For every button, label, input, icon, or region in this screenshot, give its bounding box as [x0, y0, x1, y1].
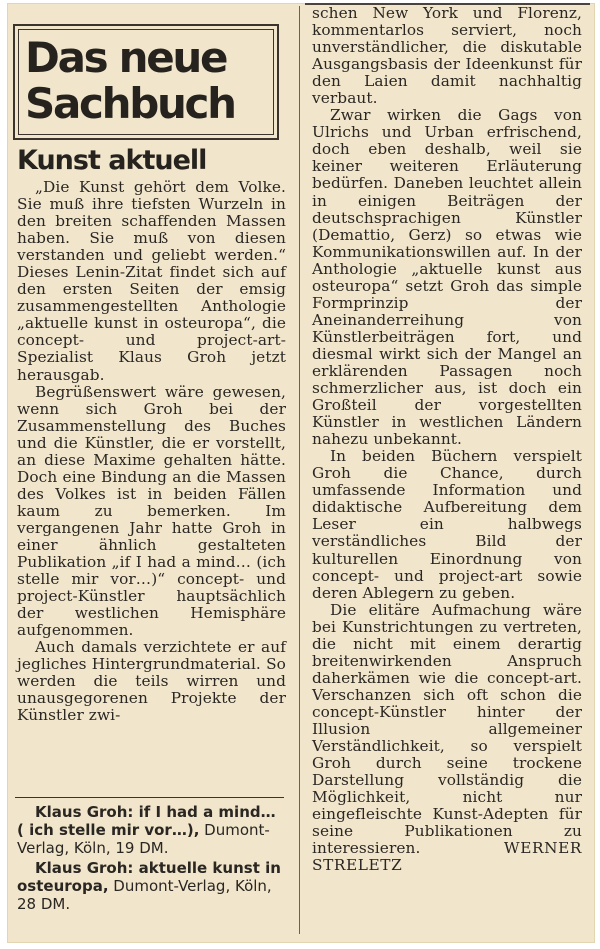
paragraph: Begrüßenswert wäre gewesen, wenn sich Groh bei der Zusammenstellung des Buches und die Künstler, die er vorstellt, an diese Maxime gehalten hätte. Doch eine Bindung an die Massen des Volkes ist in beiden Fällen kaum zu bemerken. Im vergangenen Jahr hatte Groh in einer ähnlich gestalteten Publikation „if I had a mind… (ich stelle mir vor…)“ concept- und project-Künstler hauptsächlich der westlichen Hemisphäre aufgenommen.	[17, 382, 286, 640]
paragraph	[312, 602, 582, 875]
column-divider	[299, 6, 300, 934]
masthead-line-2: Sachbuch	[25, 79, 235, 128]
paragraph: In beiden Büchern verspielt Groh die Chance, durch umfassende Information und didaktische Aufbereitung dem Leser ein halbwegs verständliches Bild der kulturellen Einordnung von concept- und project-art sowie deren Ablegern zu geben.	[312, 447, 582, 602]
left-column	[17, 179, 286, 725]
right-column	[312, 5, 582, 874]
book-title: Klaus Groh: if I had a mind… ( ich stelle mir vor…),	[17, 803, 276, 839]
paragraph-text: Die elitäre Aufmachung wäre bei Kunstrichtungen zu vertreten, die nicht mit einem derartig breitenwirkenden Anspruch daherkämen wie die concept-art. Verschanzen sich oft schon die concept-Künstler hinter der Illusion allgemeiner Verständlichkeit, so verspielt Groh durch seine trockene Darstellung vollständig die Möglichkeit, nicht nur eingefleischte Kunst-Adepten für seine Publikationen zu interessieren.	[312, 600, 582, 858]
bibliography-entry	[17, 803, 286, 857]
article-headline: Kunst aktuell	[17, 145, 207, 176]
book-publisher: Dumont-Verlag, Köln, 28 DM.	[17, 877, 272, 913]
bibliography-rule	[15, 797, 284, 798]
paragraph: schen New York und Florenz, kommentarlos serviert, noch unverständlicher, die diskutable Ausgangsbasis der Ideenkunst für den Laien damit nachhaltig verbaut.	[312, 4, 582, 108]
masthead-box	[13, 24, 279, 140]
paragraph: „Die Kunst gehört dem Volke. Sie muß ihre tiefsten Wurzeln in den breiten schaffenden Massen haben. Sie muß von diesen verstanden und geliebt werden.“ Dieses Lenin-Zitat findet sich auf den ersten Seiten der emsig zusammengestellten Anthologie „aktuelle kunst in osteuropa“, die concept- und project-art-Spezialist Klaus Groh jetzt herausgab.	[17, 178, 286, 384]
bibliography-entry	[17, 859, 286, 913]
paragraph: Auch damals verzichtete er auf jegliches Hintergrundmaterial. So werden die teils wirren und unausgegorenen Projekte der Künstler zwi-	[17, 638, 286, 725]
bibliography	[17, 803, 286, 915]
book-publisher: Dumont-Verlag, Köln, 19 DM.	[17, 821, 270, 857]
masthead-line-1: Das neue	[25, 33, 227, 82]
author-signature: WERNER STRELETZ	[312, 839, 582, 875]
paragraph: Zwar wirken die Gags von Ulrichs und Urban erfrischend, doch eben deshalb, weil sie keiner weiteren Erläuterung bedürfen. Daneben leuchtet allein in einigen Beiträgen der deutschsprachigen Künstler (Demattio, Gerz) so etwas wie Kommunikationswillen auf. In der Anthologie „aktuelle kunst aus osteuropa“ setzt Groh das simple Formprinzip der Aneinanderreihung von Künstlerbeiträgen fort, und diesmal wirkt sich der Mangel an erklärenden Passagen noch schmerzlicher aus, ist doch ein Großteil der vorgestellten Künstler in westlichen Ländern nahezu unbekannt.	[312, 106, 582, 449]
book-title: Klaus Groh: aktuelle kunst in osteuropa,	[17, 859, 281, 895]
